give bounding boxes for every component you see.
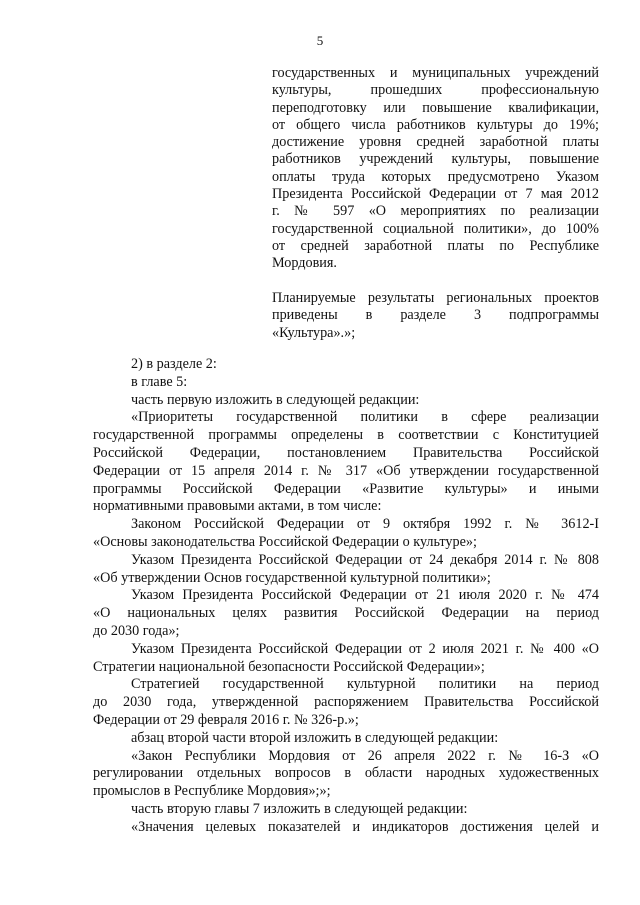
- text-line: достижение уровня средней заработной платы: [272, 134, 599, 151]
- right-column-block-1: [272, 65, 599, 273]
- text-line: в главе 5:: [131, 373, 188, 390]
- text-line: Стратегией государственной культурной политики на период: [131, 676, 599, 693]
- text-line: Российской Федерации, постановлением Правительства Российской: [93, 444, 599, 461]
- text-line: г. № 597 «О мероприятиях по реализации: [272, 203, 599, 220]
- paragraph: [93, 748, 599, 801]
- text-line: культуры, прошедших профессиональную: [272, 82, 599, 99]
- paragraph: [93, 356, 599, 374]
- text-line: Мордовия.: [272, 255, 337, 272]
- text-line: до 2030 года»;: [93, 622, 180, 639]
- text-line: «Закон Республики Мордовия от 26 апреля 2022 г. № 16-З «О: [131, 747, 599, 764]
- paragraph: [93, 516, 599, 552]
- text-line: Федерации от 29 февраля 2016 г. № 326-р.»;: [93, 711, 359, 728]
- page-number: 5: [316, 33, 324, 48]
- text-line: государственной программы определены в соответствии с Конституцией: [93, 427, 599, 444]
- text-line: Указом Президента Российской Федерации от 2 июля 2021 г. № 400 «О: [131, 640, 599, 657]
- paragraph: [93, 801, 599, 819]
- paragraph: [93, 676, 599, 729]
- paragraph: [93, 587, 599, 640]
- paragraph: [93, 730, 599, 748]
- text-line: Президента Российской Федерации от 7 мая 2012: [272, 186, 599, 203]
- text-line: государственной социальной политики», до 100%: [272, 220, 599, 237]
- text-line: от общего числа работников культуры до 19%;: [272, 116, 599, 133]
- paragraph: [93, 409, 599, 516]
- text-line: 2) в разделе 2:: [131, 356, 217, 372]
- text-line: нормативными правовыми актами, в том числе:: [93, 498, 382, 515]
- text-line: Стратегии национальной безопасности Российской Федерации»;: [93, 658, 485, 675]
- text-line: Законом Российской Федерации от 9 октября 1992 г. № 3612-I: [131, 516, 599, 533]
- text-line: до 2030 года, утвержденной распоряжением Правительства Российской: [93, 694, 599, 711]
- text-line: оплаты труда которых предусмотрено Указом: [272, 168, 599, 185]
- paragraph: [93, 392, 599, 410]
- text-line: «Значения целевых показателей и индикаторов достижения целей и: [131, 818, 599, 835]
- text-line: промыслов в Республике Мордовия»;»;: [93, 783, 331, 800]
- text-line: часть первую изложить в следующей редакции:: [131, 391, 420, 408]
- text-line: Указом Президента Российской Федерации от 24 декабря 2014 г. № 808: [131, 551, 599, 568]
- text-line: «О национальных целях развития Российской Федерации на период: [93, 605, 599, 622]
- right-column-block-2: [272, 290, 599, 342]
- text-line: приведены в разделе 3 подпрограммы: [272, 307, 599, 324]
- text-line: Планируемые результаты региональных проектов: [272, 290, 599, 306]
- text-line: государственных и муниципальных учреждений: [272, 65, 599, 81]
- paragraph: [93, 819, 599, 837]
- text-line: часть вторую главы 7 изложить в следующей редакции:: [131, 800, 468, 817]
- text-line: программы Российской Федерации «Развитие культуры» и иными: [93, 480, 599, 497]
- text-line: «Приоритеты государственной политики в сфере реализации: [131, 409, 599, 426]
- text-line: Указом Президента Российской Федерации от 21 июля 2020 г. № 474: [131, 587, 599, 604]
- text-line: «Культура».»;: [272, 324, 356, 341]
- text-line: абзац второй части второй изложить в следующей редакции:: [131, 729, 499, 746]
- paragraph: [93, 374, 599, 392]
- text-line: от средней заработной платы по Республике: [272, 237, 599, 254]
- text-line: переподготовку или повышение квалификации,: [272, 99, 599, 116]
- text-line: «Об утверждении Основ государственной культурной политики»;: [93, 569, 491, 586]
- text-line: регулировании отдельных вопросов в области народных художественных: [93, 765, 599, 782]
- text-line: работников учреждений культуры, повышение: [272, 151, 599, 168]
- text-line: «Основы законодательства Российской Федерации о культуре»;: [93, 533, 477, 550]
- document-body: [93, 356, 599, 837]
- text-line: Федерации от 15 апреля 2014 г. № 317 «Об утверждении государственной: [93, 462, 599, 479]
- paragraph: [93, 641, 599, 677]
- paragraph: [93, 552, 599, 588]
